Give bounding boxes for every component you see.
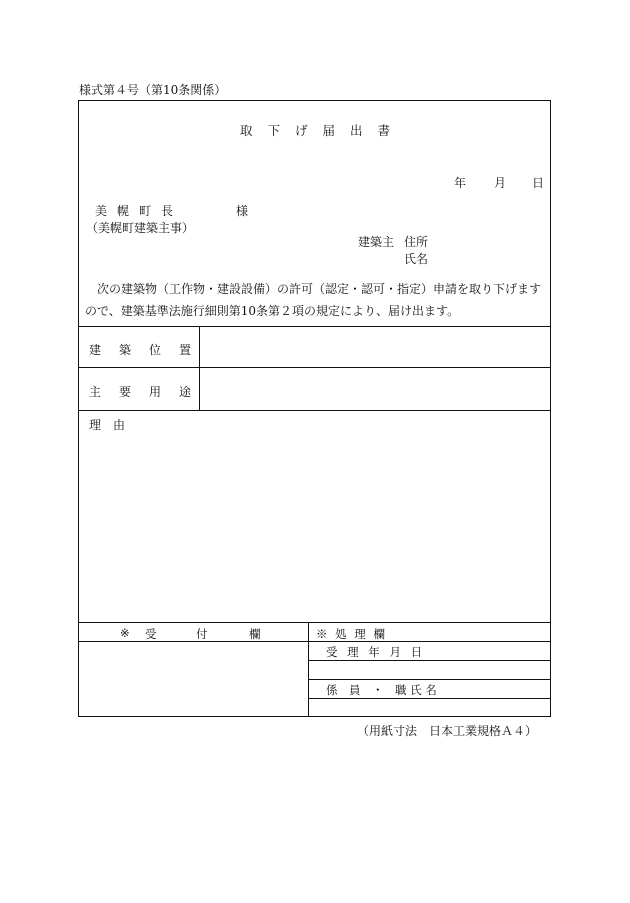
receipt-date-label: 受 理 年 月 日 xyxy=(326,645,426,659)
location-field[interactable] xyxy=(200,327,550,367)
reception-mark: ※ xyxy=(120,626,130,640)
location-label: 建築位置 xyxy=(89,343,210,357)
date-day: 日 xyxy=(532,176,545,190)
applicant-address-label: 住所 xyxy=(404,235,429,249)
divider-use xyxy=(78,410,551,411)
applicant-label: 建築主 xyxy=(358,235,395,249)
addressee-name: 美幌町長 xyxy=(95,204,184,218)
addressee-sub: （美幌町建築主事） xyxy=(86,221,195,235)
addressee-honorific: 様 xyxy=(236,204,249,218)
receipt-date-field[interactable] xyxy=(309,661,550,678)
divider-processing-2 xyxy=(308,679,551,680)
date-month: 月 xyxy=(494,176,507,190)
reception-label-2: 付 xyxy=(196,627,208,641)
divider-bottom-section xyxy=(78,622,551,623)
reception-field[interactable] xyxy=(79,642,307,716)
processing-header: ※ 処 理 欄 xyxy=(316,627,387,641)
date-line xyxy=(454,174,544,191)
reception-label-1: 受 xyxy=(145,627,157,641)
declaration-text: 次の建築物（工作物・建設設備）の許可（認定・認可・指定）申請を取り下げますので、建築基準法施行細則第10条第２項の規定により、届け出ます。 xyxy=(85,282,542,318)
form-number: 様式第４号（第10条関係） xyxy=(79,83,227,97)
applicant-name-label: 氏名 xyxy=(404,252,429,266)
reason-label: 理由 xyxy=(89,418,138,432)
date-year: 年 xyxy=(454,176,467,190)
document-title: 取下げ届出書 xyxy=(240,123,406,138)
paper-size-note: （用紙寸法 日本工業規格Ａ４） xyxy=(357,724,538,738)
reception-label-3: 欄 xyxy=(249,627,261,641)
staff-field[interactable] xyxy=(309,699,550,716)
reason-field[interactable] xyxy=(79,432,550,620)
use-label: 主要用途 xyxy=(89,385,210,399)
staff-label: 係 員 ・ 職 氏 名 xyxy=(326,683,437,697)
use-field[interactable] xyxy=(200,368,550,410)
